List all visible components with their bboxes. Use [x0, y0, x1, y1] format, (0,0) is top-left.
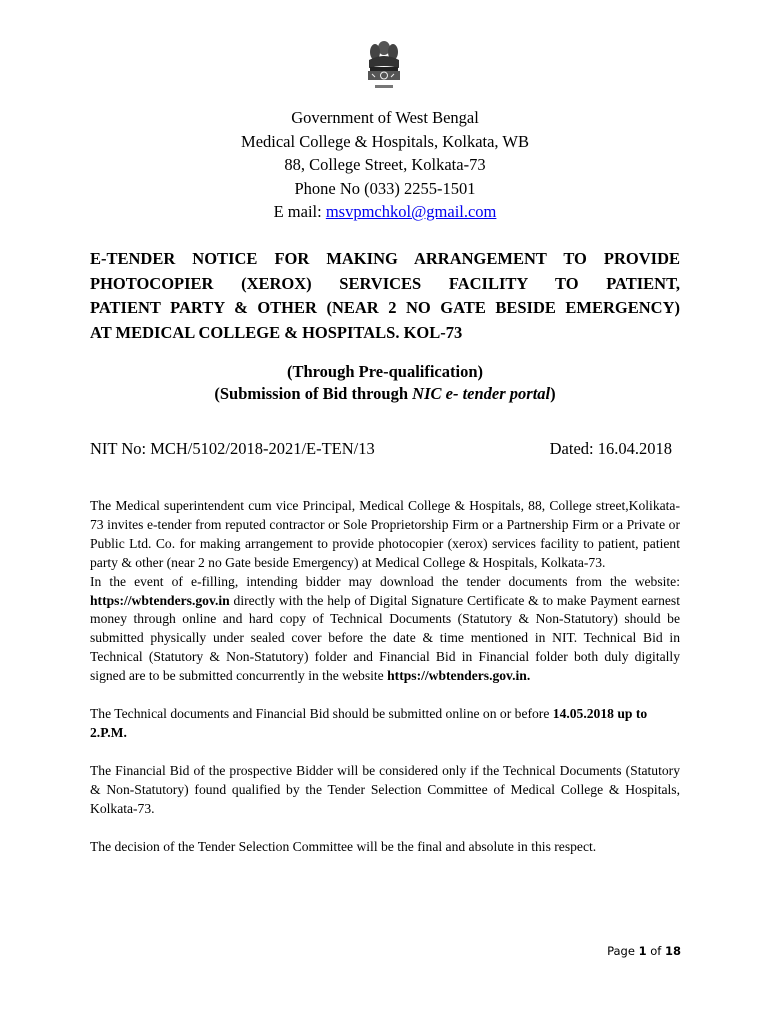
page-label: Page — [607, 944, 639, 958]
submission-note-post: ) — [550, 384, 556, 403]
paragraph-invitation: The Medical superintendent cum vice Principal, Medical College & Hospitals, 88, College street,Kolikata-73 invites e-tender from reputed contractor or Sole Proprietorship Firm or a Partnership Firm or a Private or Public Ltd. Co. for making arrangement to provide photocopier (xerox) services facility to patient, patient party & other (near 2 no Gate beside Emergency) at Medical College & Hospitals, Kolkata-73. — [90, 498, 680, 570]
title-line-4: AT MEDICAL COLLEGE & HOSPITALS. KOL-73 — [90, 322, 463, 342]
phone-number: Phone No (033) 2255-1501 — [294, 178, 476, 198]
submission-note — [0, 383, 770, 405]
office-header — [0, 106, 770, 224]
paragraph-efiling — [90, 573, 680, 686]
paragraph-financial-bid: The Financial Bid of the prospective Bidder will be considered only if the Technical Documents (Statutory & Non-Statutory) found qualified by the Tender Selection Committee of Medical College & Hospitals, Kolkata-73. — [90, 762, 680, 816]
deadline-date: 14.05.2018 up to 2.P.M. — [90, 706, 648, 740]
title-line-2: PHOTOCOPIER (XEROX) SERVICES FACILITY TO PATIENT, — [90, 273, 680, 293]
national-emblem-icon — [361, 38, 407, 94]
deadline-text: The Technical documents and Financial Bid should be submitted online on or before — [90, 706, 553, 722]
paragraph-deadline — [90, 705, 680, 743]
current-page: 1 — [638, 944, 647, 958]
efiling-text-mid: directly with the help of Digital Signature Certificate & to make Payment earnest money through online and hard copy of Technical Documents (Statutory & Non-Statutory) should be submitted physically under sealed cover before the date & time mentioned in NIT. Technical Bid in Technical (Statutory & Non-Statutory) folder and Financial Bid in Financial folder both duly digitally signed are to be submitted concurrently in the website — [90, 592, 680, 684]
email-link[interactable]: msvpmchkol@gmail.com — [325, 202, 497, 221]
govt-name: Government of West Bengal — [291, 108, 479, 127]
tender-subtitle — [0, 361, 770, 405]
website-link-2[interactable]: https://wbtenders.gov.in. — [387, 668, 531, 684]
email-label: E mail: — [273, 202, 326, 221]
prequalification-note: (Through Pre-qualification) — [286, 362, 484, 381]
portal-name: NIC e- tender portal — [412, 384, 551, 403]
nit-number: NIT No: MCH/5102/2018-2021/E-TEN/13 — [90, 439, 375, 458]
paragraph-decision: The decision of the Tender Selection Committee will be the final and absolute in this respect. — [90, 838, 597, 854]
address: 88, College Street, Kolkata-73 — [284, 155, 486, 174]
institution-name: Medical College & Hospitals, Kolkata, WB — [241, 131, 529, 151]
website-link-1[interactable]: https://wbtenders.gov.in — [90, 592, 230, 608]
email-line — [0, 200, 770, 224]
tender-title — [90, 247, 680, 345]
total-pages: 18 — [664, 944, 681, 958]
of-label: of — [646, 944, 665, 958]
page-number — [0, 944, 681, 958]
efiling-text-pre: In the event of e-filling, intending bidder may download the tender documents from the website: — [90, 573, 680, 589]
nit-line — [90, 438, 680, 460]
notice-body — [90, 497, 680, 857]
title-line-1: E-TENDER NOTICE FOR MAKING ARRANGEMENT TO PROVIDE — [90, 249, 680, 268]
submission-note-pre: (Submission of Bid through — [214, 384, 413, 403]
nit-date: Dated: 16.04.2018 — [549, 439, 672, 458]
title-line-3: PATIENT PARTY & OTHER (NEAR 2 NO GATE BESIDE EMERGENCY) — [90, 298, 680, 317]
